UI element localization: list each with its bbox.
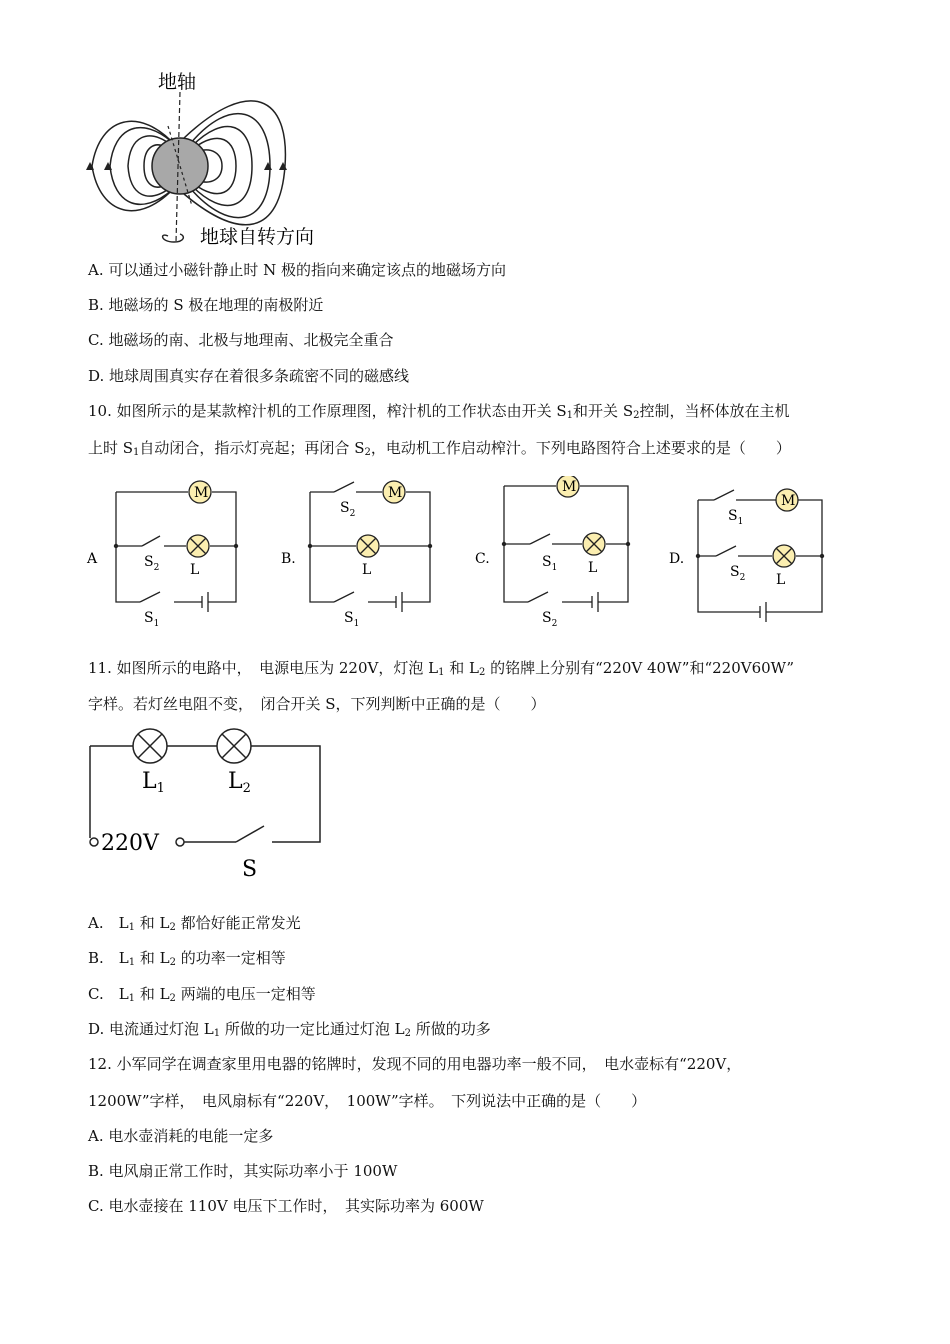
- q11-option-c: C. $L_1$ 和 $L_2$ 两端的电压一定相等: [88, 985, 316, 1004]
- earth-axis-label: 地轴: [158, 71, 197, 93]
- circuit-c-letter: C.: [475, 551, 490, 567]
- lamp-label: L: [776, 572, 786, 588]
- switch-label: $S_1$: [144, 610, 160, 626]
- circuit-b-letter: B.: [281, 551, 296, 567]
- q11-circuit: [84, 726, 334, 886]
- q12-stem-line1: 12. 小军同学在调查家里用电器的铭牌时，发现不同的用电器功率一般不同， 电水壶标有“220V，: [88, 1055, 742, 1073]
- voltage-label: 220V: [101, 831, 159, 856]
- q12-option-c: C. 电水壶接在 110V 电压下工作时， 其实际功率为 600W: [88, 1197, 484, 1215]
- q11-option-a: A. $L_1$ 和 $L_2$ 都恰好能正常发光: [88, 914, 301, 933]
- motor-label: M: [194, 485, 209, 501]
- q10-circuit-d: [666, 476, 836, 626]
- q11-option-d: D. 电流通过灯泡 $L_1$ 所做的功一定比通过灯泡 $L_2$ 所做的功多: [88, 1020, 491, 1039]
- earth-magnetic-field-figure: [80, 66, 370, 252]
- switch-s-label: S: [242, 857, 258, 882]
- q10-circuit-b: [278, 476, 448, 626]
- circuit-a-letter: A: [87, 551, 98, 567]
- q12-option-b: B. 电风扇正常工作时，其实际功率小于 100W: [88, 1162, 398, 1180]
- switch-label: $S_2$: [144, 554, 160, 573]
- q12-stem-line2: 1200W”字样， 电风扇标有“220V， 100W”字样。 下列说法中正确的是（ ）: [88, 1092, 647, 1110]
- lamp-label: L: [588, 560, 598, 576]
- q10-circuit-c: [472, 476, 642, 626]
- lamp-label: L: [190, 562, 200, 578]
- q11-option-b: B. $L_1$ 和 $L_2$ 的功率一定相等: [88, 949, 286, 968]
- switch-label: $S_1$: [728, 508, 744, 527]
- switch-label: $S_2$: [730, 564, 746, 583]
- q10-stem-line1: 10. 如图所示的是某款榨汁机的工作原理图，榨汁机的工作状态由开关 $S_1$和开关 $S_2$控制，当杯体放在主机: [88, 402, 790, 421]
- lamp1-label: L1: [142, 769, 165, 796]
- q10-stem-line2: 上时 $S_1$自动闭合，指示灯亮起；再闭合 $S_2$，电动机工作启动榨汁。下列电路图符合上述要求的是（ ）: [88, 439, 791, 458]
- switch-label: $S_2$: [542, 610, 558, 626]
- switch-label: $S_1$: [542, 554, 558, 573]
- q12-option-a: A. 电水壶消耗的电能一定多: [88, 1127, 274, 1145]
- q9-option-a: A. 可以通过小磁针静止时 N 极的指向来确定该点的地磁场方向: [88, 261, 507, 279]
- lamp2-label: L2: [228, 769, 251, 796]
- motor-label: M: [562, 479, 577, 495]
- q10-circuit-a: [84, 476, 254, 626]
- q9-option-d: D. 地球周围真实存在着很多条疏密不同的磁感线: [88, 367, 410, 385]
- q9-option-c: C. 地磁场的南、北极与地理南、北极完全重合: [88, 331, 394, 349]
- q9-option-b: B. 地磁场的 S 极在地理的南极附近: [88, 296, 324, 314]
- q11-stem-line1: 11. 如图所示的电路中， 电源电压为 220V，灯泡 $L_1$ 和 $L_2$ 的铭牌上分别有“220V 40W”和“220V60W”: [88, 659, 795, 678]
- switch-label: $S_2$: [340, 500, 356, 519]
- circuit-d-letter: D.: [669, 551, 685, 567]
- motor-label: M: [781, 493, 796, 509]
- switch-label: $S_1$: [344, 610, 360, 626]
- lamp-label: L: [362, 562, 372, 578]
- motor-label: M: [388, 485, 403, 501]
- earth-rotation-label: 地球自转方向: [200, 226, 315, 248]
- q11-stem-line2: 字样。若灯丝电阻不变， 闭合开关 S，下列判断中正确的是（ ）: [88, 695, 546, 713]
